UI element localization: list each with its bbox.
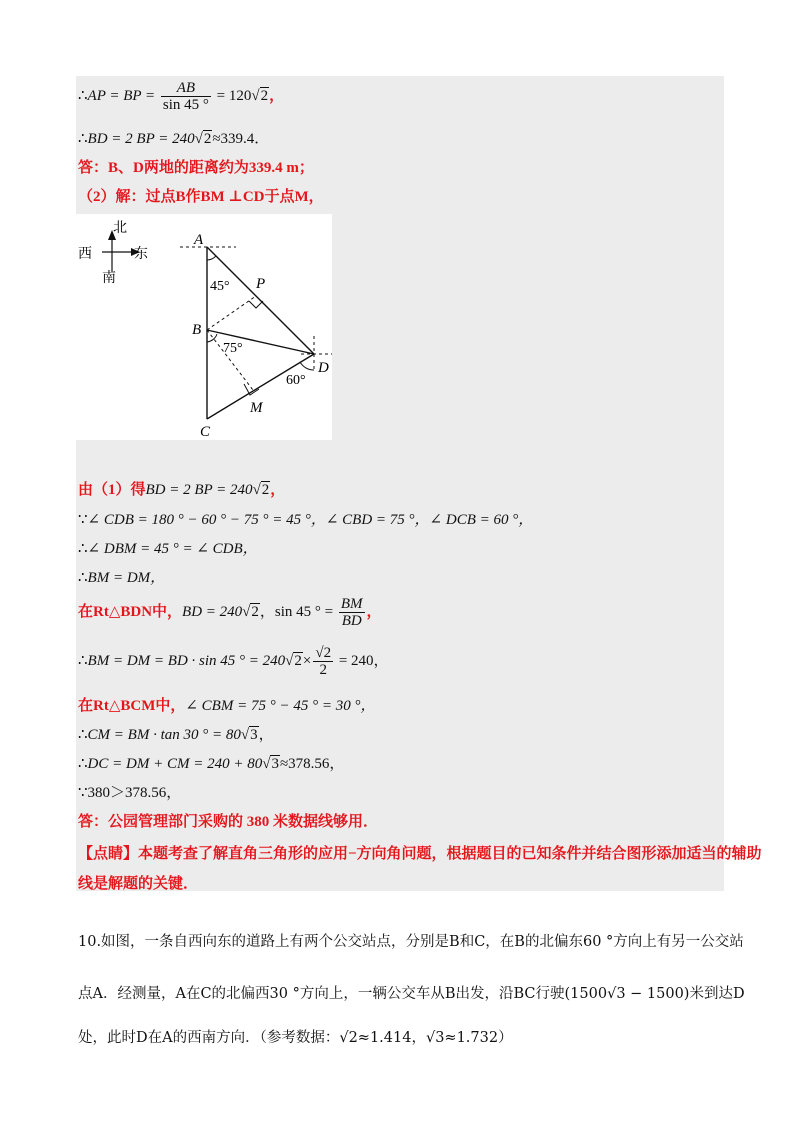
angle-arc-d [300,362,314,370]
question-10-line-2: 点A．经测量，A在C的北偏西30 °方向上，一辆公交车从B出发，沿BC行驶(1500√3 − 1500)米到达D [78,986,745,1002]
compass-rose [78,220,148,286]
solution-line-14: ∵380＞378.56， [78,785,182,801]
compass-west: 西 [78,247,92,262]
fraction: $\frac{√2}{2}$ [315,645,332,678]
figure-svg [76,214,332,440]
angle-label-75: 75° [223,341,243,356]
label-b: B [192,322,202,338]
solution-line-10: ∴BM = DM = BD · sin 45 ° = 240√2× $\frac{√2}{2}$ = 240， [78,645,389,678]
question-10-line-3: 处，此时D在A的西南方向．（参考数据：√2≈1.414，√3≈1.732） [78,1030,513,1046]
solution-line-7: ∴∠ DBM = 45 ° = ∠ CDB， [78,541,258,557]
solution-line-8: ∴BM = DM， [78,570,166,586]
solution-line-13: ∴DC = DM + CM = 240 + 80√3≈378.56， [78,756,345,772]
solution-line-12: ∴CM = BM · tan 30 ° = 80√3， [78,727,274,743]
solution-line-9: 在Rt△BDN中，BD = 240√2，sin 45 ° = $\frac{BM}{BD}$ ， [78,596,382,629]
comment-line-1: 【点睛】本题考查了解直角三角形的应用−方向角问题，根据题目的已知条件并结合图形添加适当的辅助 [78,846,762,862]
right-angle-p [249,301,263,308]
label-a: A [194,232,204,248]
angle-arc-a [207,256,216,260]
solution-line-11: 在Rt△BCM中，∠ CBM = 75 ° − 45 ° = 30 °， [78,698,376,714]
angle-label-60: 60° [286,373,306,388]
label-p: P [256,276,266,292]
label-c: C [200,424,211,440]
fraction: $\frac{AB}{\sin 45 ^\circ}$ [162,80,209,113]
compass-north: 北 [113,221,127,236]
solution-line-1: ∴AP = BP = $\frac{AB}{\sin 45 ^\circ}$ = 120√2， [78,80,285,113]
angle-label-45: 45° [210,279,230,294]
answer-line-1: 答：B、D两地的距离约为339.4 m； [78,160,314,176]
solution-line-6: ∵∠ CDB = 180 ° − 60 ° − 75 ° = 45 °，∠ CBD = 75 °，∠ DCB = 60 °， [78,512,534,528]
geometry-figure [76,214,332,440]
label-m: M [250,400,263,416]
answer-line-2: 答：公园管理部门采购的 380 米数据线够用． [78,814,379,830]
solution-line-5: 由（1）得BD = 2 BP = 240√2， [78,482,286,498]
question-10-line-1: 10.如图，一条自西向东的道路上有两个公交站点，分别是B和C，在B的北偏东60 °方向上有另一公交站 [78,934,744,950]
comment-line-2: 线是解题的关键． [78,876,199,892]
part-2-heading: （2）解：过点B作BM ⊥CD于点M， [78,189,324,205]
segment-bp [207,296,256,330]
compass-south: 南 [102,271,116,286]
fraction: $\frac{BM}{BD}$ [340,596,363,629]
label-d: D [318,360,329,376]
compass-east: 东 [134,247,148,262]
solution-line-2: ∴BD = 2 BP = 240√2≈339.4． [78,131,270,147]
segment-ad [207,247,314,354]
